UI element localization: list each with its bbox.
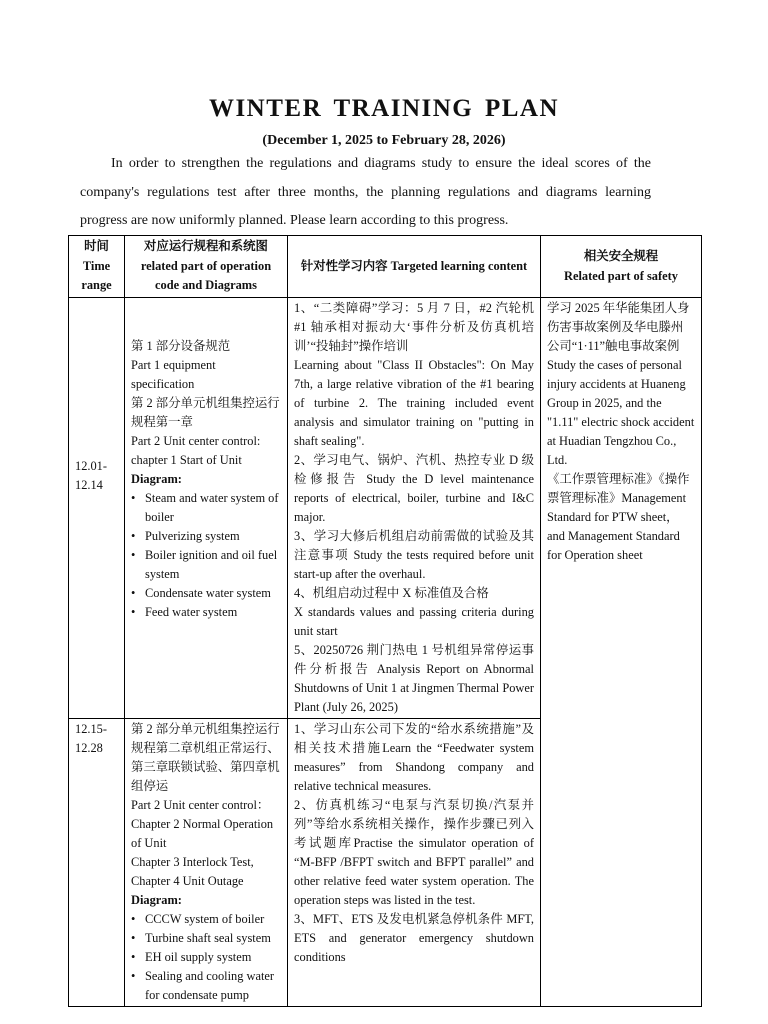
time-range-text: 12.01-12.14 bbox=[75, 459, 108, 492]
header-time-en: Time range bbox=[81, 258, 112, 293]
operation-line: 第 1 部分设备规范 bbox=[131, 339, 231, 353]
operation-cell bbox=[125, 298, 288, 719]
header-operation-zh: 对应运行规程和系统图 bbox=[144, 239, 268, 254]
training-plan-table bbox=[68, 235, 702, 1007]
header-safety bbox=[541, 236, 702, 298]
bullet-icon: • bbox=[131, 912, 136, 926]
operation-cell bbox=[125, 719, 288, 1007]
operation-line: 第 2 部分单元机组集控运行规程第二章机组正常运行、第三章联锁试验、第四章机组停运 bbox=[131, 722, 280, 793]
diagram-list bbox=[131, 910, 281, 1005]
operation-line: Part 1 equipment specification bbox=[131, 358, 216, 391]
bullet-icon: • bbox=[131, 529, 136, 543]
targeted-item: Learning about "Class II Obstacles": On May 7th, a large relative vibration of the #1 bearing of turbine 2. The training included event analysis and simulator training on "putting in shaft sealing". bbox=[294, 358, 534, 448]
list-item: • Pulverizing system bbox=[131, 527, 281, 546]
bullet-icon: • bbox=[131, 950, 136, 964]
table-header-row bbox=[69, 236, 702, 298]
targeted-item: 3、MFT、ETS 及发电机紧急停机条件 MFT, ETS and generator emergency shutdown conditions bbox=[294, 912, 534, 964]
header-targeted-en: Targeted learning content bbox=[390, 258, 528, 273]
operation-line: Part 2 Unit center control：Chapter 2 Normal Operation of Unit bbox=[131, 798, 274, 850]
targeted-item: 4、机组启动过程中 X 标准值及合格 bbox=[294, 586, 489, 600]
document-title: WINTER TRAINING PLAN bbox=[208, 95, 560, 122]
time-range-text: 12.15-12.28 bbox=[75, 722, 108, 755]
list-item: • EH oil supply system bbox=[131, 948, 281, 967]
list-item: • Steam and water system of boiler bbox=[131, 491, 279, 524]
bullet-icon: • bbox=[131, 586, 136, 600]
targeted-item: X standards values and passing criteria during unit start bbox=[294, 605, 534, 638]
targeted-cell bbox=[288, 298, 541, 719]
diagram-label: Diagram: bbox=[131, 472, 182, 486]
list-item: • CCCW system of boiler bbox=[131, 910, 281, 929]
header-operation-en: related part of operation code and Diagrams bbox=[140, 258, 272, 293]
targeted-item: 2、仿真机练习“电泵与汽泵切换/汽泵并列”等给水系统相关操作，操作步骤已列入考试题库Practise the simulator operation of “M-BFP /BFPT switch and BFPT parallel” and other relative feed water system operation. The operation steps was listed in the test. bbox=[294, 798, 534, 907]
header-safety-en: Related part of safety bbox=[564, 268, 678, 283]
date-range: (December 1, 2025 to February 28, 2026) bbox=[262, 133, 506, 148]
bullet-icon: • bbox=[131, 548, 136, 562]
time-cell bbox=[69, 298, 125, 719]
bullet-icon: • bbox=[131, 931, 136, 945]
bullet-icon: • bbox=[131, 605, 136, 619]
header-time bbox=[69, 236, 125, 298]
bullet-icon: • bbox=[131, 491, 136, 505]
safety-cell bbox=[541, 298, 702, 1007]
header-targeted bbox=[288, 236, 541, 298]
header-safety-zh: 相关安全规程 bbox=[583, 249, 659, 263]
intro-paragraph: In order to strengthen the regulations and diagrams study to ensure the ideal scores of the company's regulations test after three months, the planning regulations and diagrams learning progress are now uniformly planned. Please learn according to this progress. bbox=[80, 156, 651, 228]
targeted-item: 2、学习电气、锅炉、汽机、热控专业 D 级检修报告 Study the D level maintenance reports of electrical, boiler, turbine and I&C major. bbox=[294, 453, 534, 524]
time-cell bbox=[69, 719, 125, 1007]
list-item: • Turbine shaft seal system bbox=[131, 929, 281, 948]
list-item: • Sealing and cooling water for condensate pump bbox=[131, 969, 275, 1002]
header-targeted-zh: 针对性学习内容 bbox=[300, 258, 388, 273]
table-row bbox=[69, 298, 702, 719]
list-item: • Boiler ignition and oil fuel system bbox=[131, 548, 278, 581]
operation-line: Part 2 Unit center control: chapter 1 Start of Unit bbox=[131, 434, 261, 467]
bullet-icon: • bbox=[131, 969, 136, 983]
operation-line: 第 2 部分单元机组集控运行规程第一章 bbox=[131, 396, 280, 429]
diagram-list bbox=[131, 489, 281, 622]
operation-line: Chapter 3 Interlock Test, Chapter 4 Unit Outage bbox=[131, 855, 254, 888]
targeted-item: 3、学习大修后机组启动前需做的试验及其注意事项 Study the tests required before unit start-up after the overhaul. bbox=[294, 529, 534, 581]
header-operation bbox=[125, 236, 288, 298]
list-item: • Condensate water system bbox=[131, 584, 281, 603]
targeted-item: 1、学习山东公司下发的“给水系统措施”及相关技术措施Learn the “Feedwater system measures” from Shandong company and relative technical measures. bbox=[294, 722, 534, 793]
header-time-zh: 时间 bbox=[84, 239, 109, 254]
targeted-item: 5、20250726 荆门热电 1 号机组异常停运事件分析报告 Analysis Report on Abnormal Shutdowns of Unit 1 at Jingmen Thermal Power Plant (July 26, 2025) bbox=[294, 643, 534, 714]
safety-item: 《工作票管理标准》《操作票管理标准》Management Standard for PTW sheet，and Management Standard for Operation sheet bbox=[547, 472, 690, 562]
diagram-label: Diagram: bbox=[131, 893, 182, 907]
list-item: • Feed water system bbox=[131, 603, 281, 622]
targeted-cell bbox=[288, 719, 541, 1007]
safety-item: 学习 2025 年华能集团人身伤害事故案例及华电滕州公司“1·11”触电事故案例 Study the cases of personal injury accidents at Huaneng Group in 2025, and the "1.11" electric shock accident at Huadian Tengzhou Co., Ltd. bbox=[547, 301, 695, 467]
targeted-item: 1、“二类障碍”学习：5 月 7 日，#2 汽轮机#1 轴承相对振动大‘事件分析及仿真机培训’“投轴封”操作培训 bbox=[294, 301, 534, 353]
